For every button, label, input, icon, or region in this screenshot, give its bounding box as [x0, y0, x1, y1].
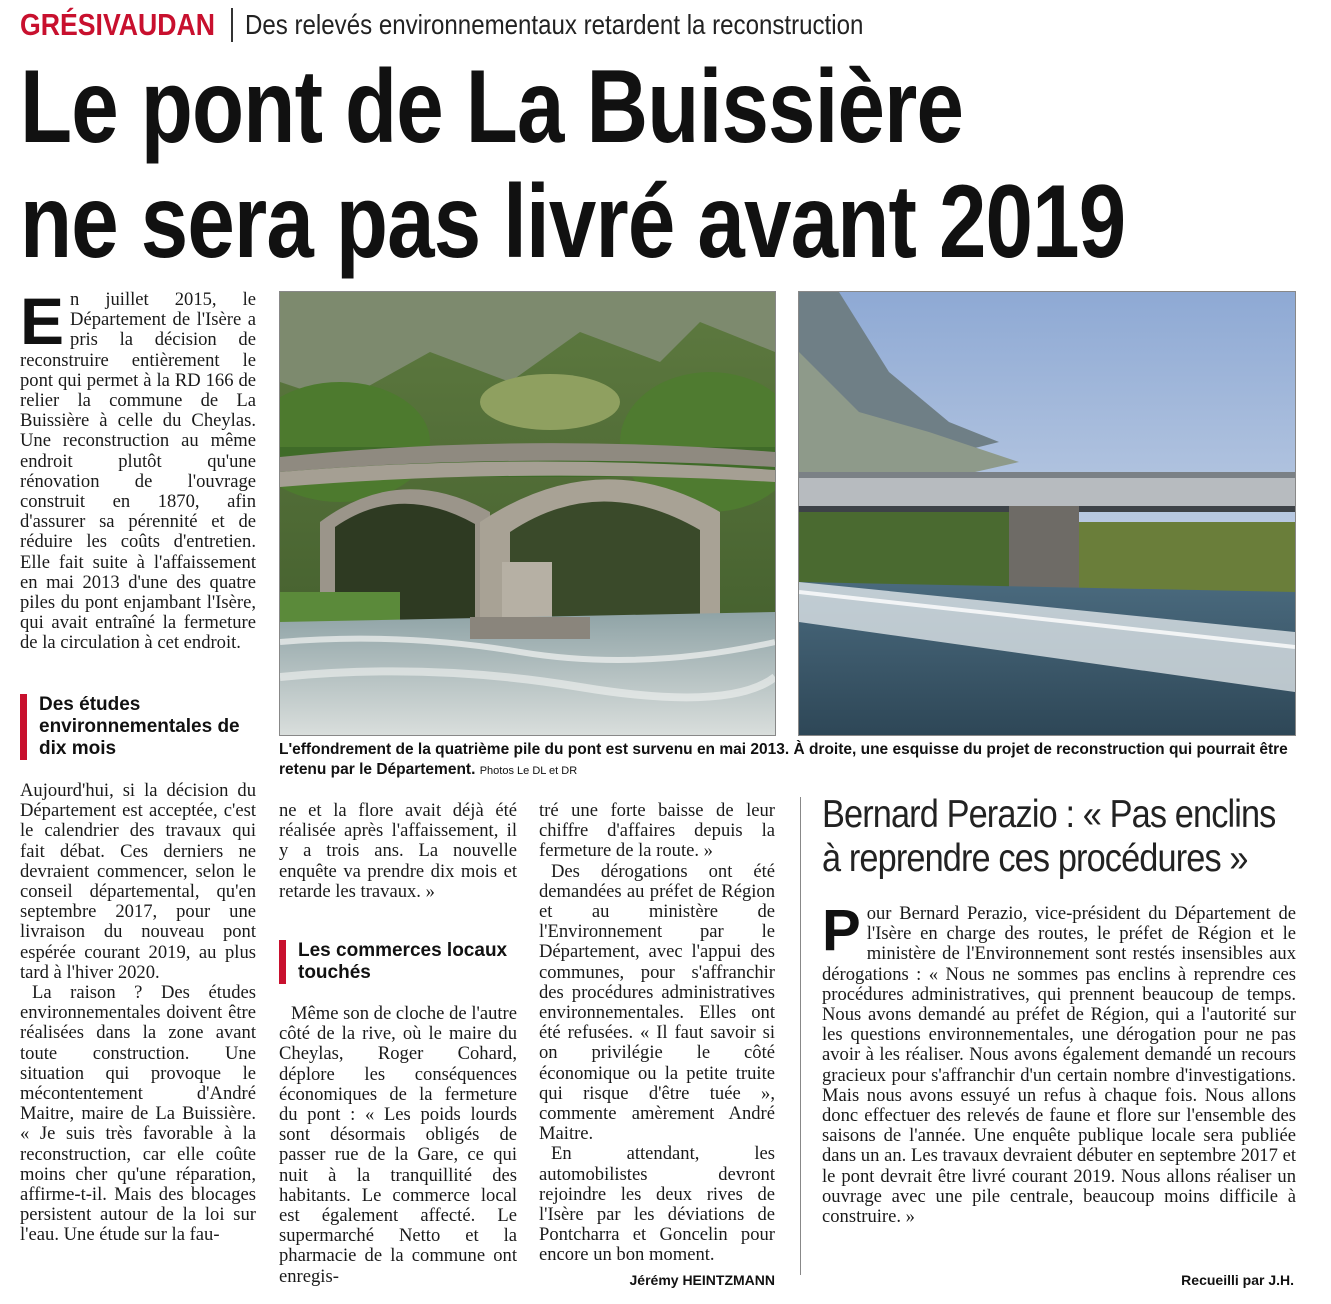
interview-signature: Recueilli par J.H.	[1181, 1272, 1294, 1288]
subhead-commerces: Les commerces locaux touchés	[279, 940, 508, 984]
interview-title	[822, 793, 1312, 881]
paragraph: La raison ? Des études environnementales doivent être réalisées dans la zone avant toute construction. Une situation qui provoque le mécontentement d'André Maitre, maire de La Buissière. « Je suis très favorable à la reconstruction, car elle coûte moins cher qu'une réparation, affirme-t-il. Mais des blocages persistent autour de la loi sur l'eau. Une étude sur la fau-	[20, 982, 256, 1246]
author-signature: Jérémy HEINTZMANN	[629, 1272, 775, 1288]
headline-line-1: Le pont de La Buissière	[20, 49, 964, 165]
kicker-subtitle: Des relevés environnementaux retardent la reconstruction	[245, 9, 864, 40]
paragraph: Même son de cloche de l'autre côté de la rive, où le maire du Cheylas, Roger Cohard, déplore les conséquences économiques de la fermeture du pont : « Les poids lourds sont désormais obligés de passer rue de la Gare, ce qui nuit à la tranquillité des habitants. Le commerce local est également affecté. Le supermarché Netto et la pharmacie de la commune ont enregis-	[279, 1003, 517, 1287]
photo-caption	[279, 740, 1309, 781]
column-2-body	[279, 1004, 517, 1287]
photo-bridge-project	[798, 291, 1296, 736]
column-separator	[800, 797, 801, 1275]
photo-credit: Photos Le DL et DR	[479, 765, 578, 777]
paragraph: tré une forte baisse de leur chiffre d'affaires depuis la fermeture de la route. »	[539, 800, 775, 862]
bridge-project-image	[799, 292, 1295, 735]
paragraph: En attendant, les automobilistes devront rejoindre les deux rives de l'Isère par les déviations de Pontcharra et Goncelin pour encore un bon moment.	[539, 1143, 775, 1266]
column-2-top	[279, 801, 517, 902]
photo-collapsed-bridge	[279, 291, 776, 736]
paragraph: Aujourd'hui, si la décision du Département est acceptée, c'est le calendrier des travaux qui fait débat. Ces derniers ne devraient commencer, selon le conseil départemental, qu'en septembre 2017, pour une livraison du nouveau pont espérée courant 2019, au plus tard à l'hiver 2020.	[20, 780, 256, 983]
section-label: GRÉSIVAUDAN	[20, 7, 216, 42]
headline-line-2: ne sera pas livré avant 2019	[20, 164, 1126, 280]
kicker-divider	[231, 8, 233, 42]
intro-text: n juillet 2015, le Département de l'Isère a pris la décision de reconstruire entièrement le pont qui permet à la RD 166 de relier la commune de La Buissière à celle du Cheylas. Une reconstruction au même endroit plutôt qu'une rénovation de l'ouvrage construit en 1870, afin d'assurer sa pérennité et de réduire les coûts d'entretien. Elle fait suite à l'affaissement en mai 2013 d'une des quatre piles du pont enjambant l'Isère, qui avait entraîné la fermeture de la circulation à cet endroit.	[20, 289, 256, 654]
interview-dropcap: P	[822, 898, 861, 963]
kicker	[20, 4, 964, 46]
interview-text: our Bernard Perazio, vice-président du Département de l'Isère en charge des routes, le préfet de Région et le ministère de l'Environnement sont restés insensibles aux dérogations : « Nous ne sommes pas enclins à reprendre ces procédures administratives, qui prennent beaucoup de temps. Nous avons demandé au préfet de Région, qui a l'autorité sur les questions environnementales, une dérogation pour ne pas avoir à les réaliser. Nous avons également demandé un recours gracieux pour s'affranchir d'un certain nombre d'investigations. Mais nous avons essuyé un refus à chaque fois. Nous allons donc effectuer des relevés de faune et flore sur l'ensemble des saisons de l'année. Une enquête publique locale sera publiée dans un an. Les travaux devraient débuter en septembre 2017 et le pont devrait être livré courant 2019. Nous allons réaliser un ouvrage avec une pile centrale, beaucoup moins difficile à construire. »	[822, 903, 1296, 1228]
interview-body	[822, 898, 1296, 1228]
collapsed-bridge-image	[280, 292, 775, 735]
paragraph: Des dérogations ont été demandées au préfet de Région et au ministère de l'Environnement par le Département, avec l'appui des communes, pour s'affranchir des procédures administratives environnementales. Elles ont été refusées. « Il faut savoir si on privilégie le côté économique ou la petite truite qui risque d'être tuée », commente amèrement André Maitre.	[539, 860, 775, 1145]
interview-title-line-1: Bernard Perazio : « Pas enclins	[822, 793, 1276, 836]
column-3-body	[539, 801, 775, 1266]
subhead-etudes: Des études environnementales de dix mois	[20, 694, 249, 760]
column-1-body	[20, 781, 256, 1246]
paragraph: ne et la flore avait déjà été réalisée après l'affaissement, il y a trois ans. La nouvelle enquête va prendre dix mois et retarde les travaux. »	[279, 800, 517, 902]
interview-title-line-2: à reprendre ces procédures »	[822, 837, 1248, 880]
intro-dropcap: E	[20, 284, 65, 358]
intro-paragraph	[20, 284, 256, 654]
headline	[20, 50, 1320, 280]
caption-text: L'effondrement de la quatrième pile du pont est survenu en mai 2013. À droite, une esquisse du projet de reconstruction qui pourrait être retenu par le Département.	[279, 741, 1288, 778]
